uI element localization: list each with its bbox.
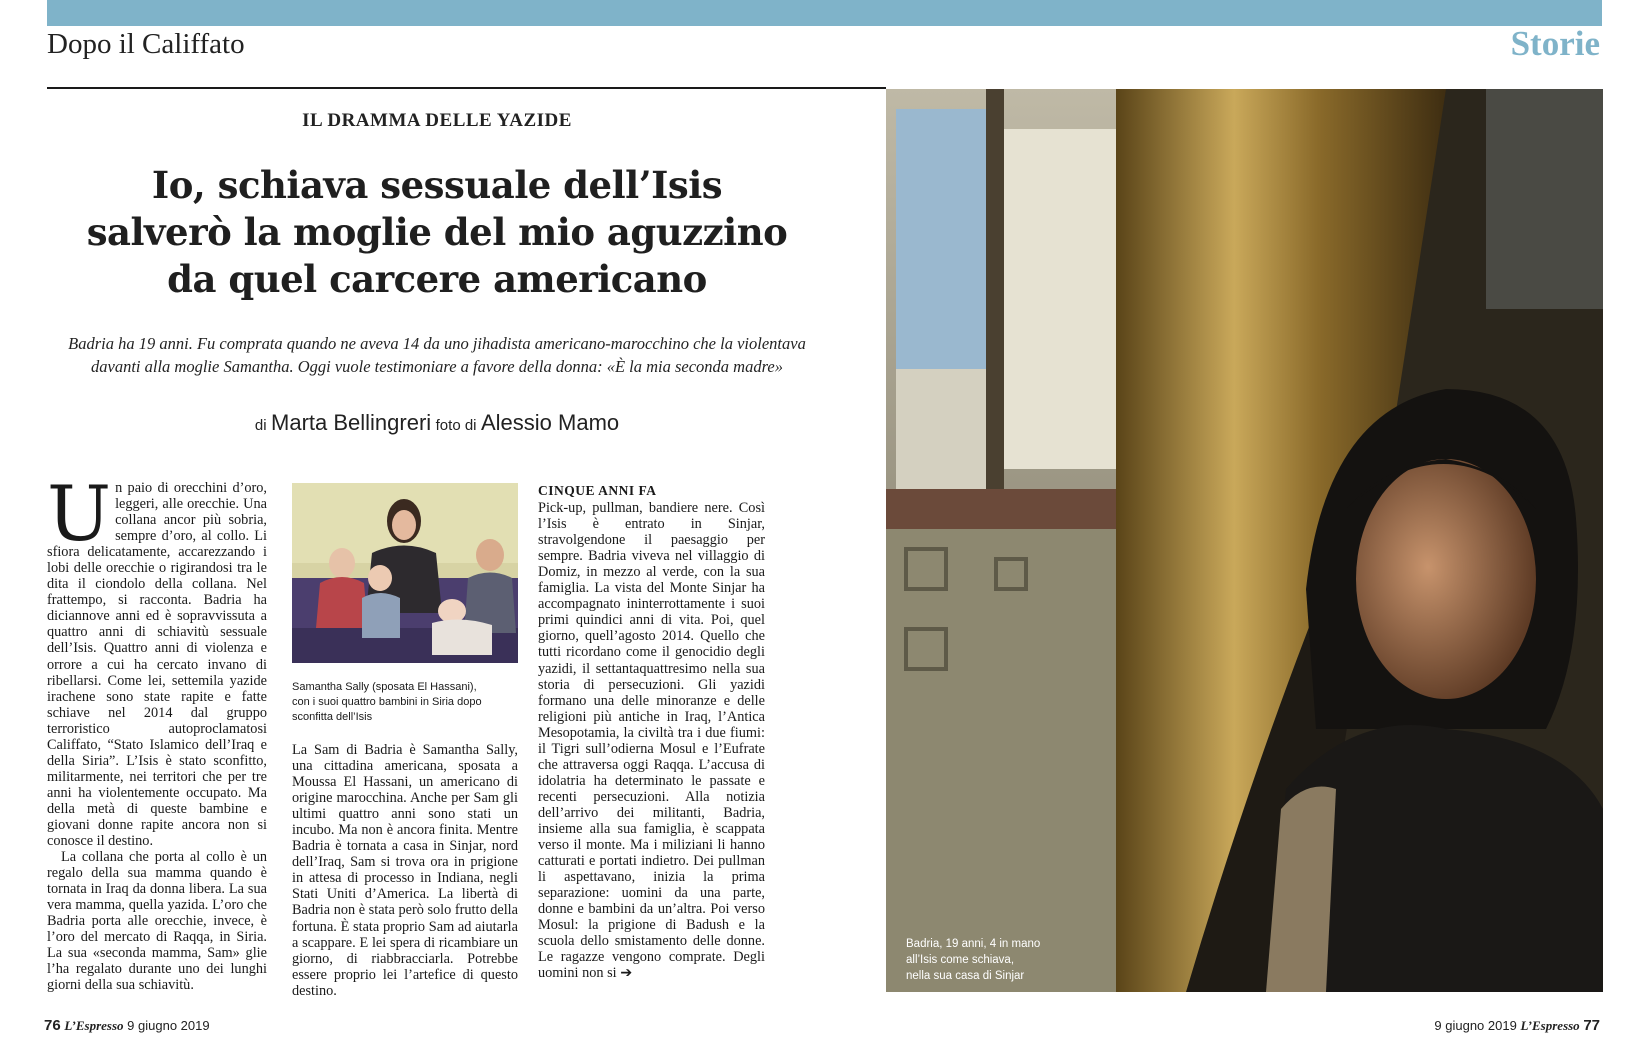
caption-line: all’Isis come schiava, [906,954,1015,966]
article-kicker: IL DRAMMA DELLE YAZIDE [302,110,572,131]
section-subhead: CINQUE ANNI FA [538,483,657,498]
byline [47,410,827,436]
caption-line: sconfitta dell’Isis [292,711,373,723]
headline-line: salverò la moglie del mio aguzzino [86,210,788,254]
folio-left [44,1017,210,1034]
section-title: Dopo il Califfato [47,28,245,60]
caption-line: Badria, 19 anni, 4 in mano [906,938,1041,950]
paragraph-text: n paio di orecchini d’oro, leggeri, alle orecchie. Una collana ancor più sobria, sempre d’oro, al collo. Li sfiora delicatamente, accarezzando i lobi delle orecchie o rigirandosi tra le dita il ciondolo della collana. Nel frattempo, si racconta. Badria ha diciannove anni ed è sopravvissuta a quattro anni di schiavitù sessuale dell’Isis. Quattro anni di violenza e orrore a cui ha cercato invano di ribellarsi. Come lei, settemila yazide irachene sono state rapite e fatte schiave nel 2014 dal gruppo terroristico autoproclamatosi Califfato, “Stato Islamico dell’Iraq e della Siria”. L’Isis è stato sconfitto, militarmente, nei territori che per tre anni ha violentemente occupato. Ma della metà di queste bambine e giovani donne rapite ancora non si conosce il destino. [47,480,267,850]
caption-line: Samantha Sally (sposata El Hassani), [292,681,477,693]
text-column-1 [47,469,267,994]
paragraph: La Sam di Badria è Samantha Sally, una cittadina americana, sposata a Moussa El Hassani, un americano di origine marocchina. Anche per Sam gli ultimi quattro anni sono stati un incubo. Ma non è ancora finita. Mentre Badria è tornata a casa in Sinjar, nord dell’Iraq, Sam si trova ora in prigione in attesa di processo in Indiana, negli Stati Uniti d’America. La libertà di Badria non è stata però solo frutto della fortuna. È stata proprio Sam ad aiutarla a scappare. E lei spera di ricambiare un giorno, di riabbracciarla. Potrebbe essere proprio lei l’artefice di questo destino. [292,742,518,999]
caption-line: con i suoi quattro bambini in Siria dopo [292,696,482,708]
headline-line: da quel carcere americano [167,257,707,301]
issue-date: 9 giugno 2019 [1434,1018,1517,1033]
article-headline [47,162,827,303]
drop-cap: U [47,469,112,558]
main-photo-caption [906,936,1066,984]
text-column-3 [538,483,765,981]
page-number: 76 [44,1017,61,1034]
family-photo-illustration [292,483,518,663]
byline-photo-label: foto di [435,417,477,434]
folio-right [1434,1017,1600,1034]
magazine-name: L’Espresso [1520,1018,1580,1033]
byline-by-label: di [254,417,267,434]
magazine-name: L’Espresso [64,1018,124,1033]
section-label-storie: Storie [1510,24,1600,63]
article-standfirst [47,332,827,378]
byline-photographer: Alessio Mamo [480,410,620,435]
paragraph [538,500,765,981]
paragraph: La collana che porta al collo è un regalo della sua mamma quando è tornata in Iraq da donna libera. La sua vera mamma, quella yazida. L’oro che Badria porta alle orecchie, invece, è l’oro del mercato di Raqqa, in Siria. La sua «seconda mamma, Sam» glie l’ha regalato durante uno dei lunghi giorni della sua schiavitù. [47,849,267,994]
headline-line: Io, schiava sessuale dell’Isis [151,163,723,207]
inset-photo-family [292,483,518,663]
page-number: 77 [1583,1017,1600,1034]
issue-date: 9 giugno 2019 [127,1018,210,1033]
inset-photo-caption [292,680,518,725]
standfirst-line: Badria ha 19 anni. Fu comprata quando ne aveva 14 da uno jihadista americano-marocchino che la violentava [68,334,806,353]
top-color-band [47,0,1602,26]
paragraph-text: Pick-up, pullman, bandiere nere. Così l’Isis è entrato in Sinjar, stravolgendone il paesaggio per sempre. Badria viveva nel villaggio di Domiz, in mezzo al verde, con la sua famiglia. La vista del Monte Sinjar ha accompagnato ininterrottamente i suoi primi quindici anni di vita. Poi, quel giorno, quell’agosto 2014. Quello che tutti ricordano come il genocidio degli yazidi, il settantaquattresimo nella sua storia di persecuzioni. Gli yazidi formano una delle minoranze e delle religioni più antiche in Iraq, l’Antica Mesopotamia, la civiltà tra i due fiumi: il Tigri sull’odierna Mosul e l’Eufrate che attraversa oggi Raqqa. L’accusa di idolatria ha determinato le passate e recenti persecuzioni. Alla notizia dell’arrivo dei militanti, Badria, insieme alla sua famiglia, è scappata verso il monte. Ma i miliziani li hanno catturati e portati indietro. Dei pullman li aspettavano, inizia la prima separazione: uomini da una parte, donne e bambini da un’altra. Poi verso Mosul: la prigione di Badush e la scuola dello smistamento delle donne. Le ragazze vengono comprate. Degli uomini non si [538,500,765,982]
continue-arrow-icon: ➔ [620,965,633,982]
standfirst-line: davanti alla moglie Samantha. Oggi vuole testimoniare a favore della donna: «È la mia seconda madre» [91,357,783,376]
header-rule [47,87,886,89]
byline-author: Marta Bellingreri [271,410,432,435]
paragraph [47,469,267,850]
caption-line: nella sua casa di Sinjar [906,970,1025,982]
portrait-photo-illustration [886,89,1603,992]
main-photo-portrait [886,89,1603,992]
text-column-2 [292,742,518,999]
